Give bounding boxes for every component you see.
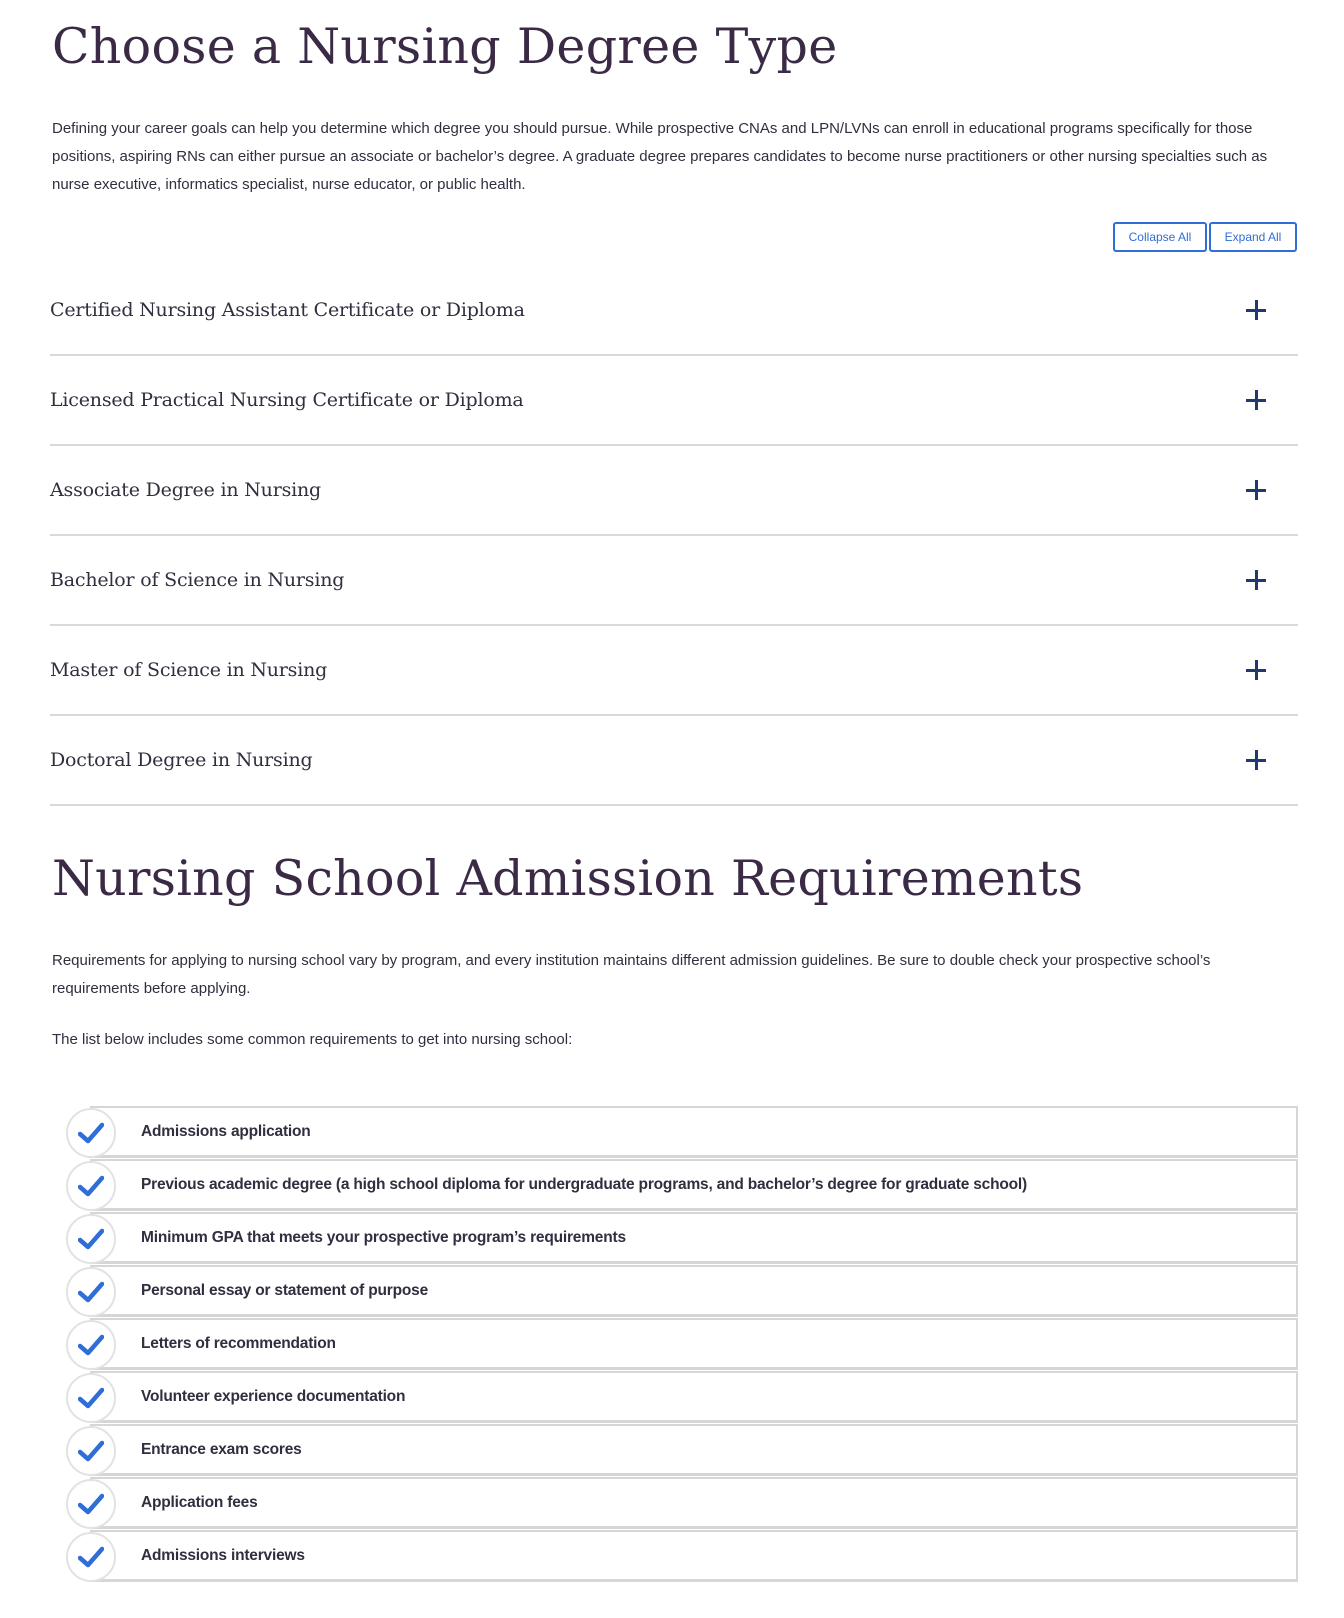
list-item (66, 1318, 1298, 1371)
checkmark-icon (66, 1426, 116, 1476)
list-item (66, 1424, 1298, 1477)
checkmark-icon (66, 1479, 116, 1529)
list-item-text: Personal essay or statement of purpose (141, 1282, 428, 1299)
requirements-list (66, 1106, 1298, 1583)
list-item-text: Entrance exam scores (141, 1441, 302, 1458)
accordion-item-label: Licensed Practical Nursing Certificate or Diploma (50, 389, 524, 411)
accordion-item-cna[interactable] (50, 266, 1298, 356)
checkmark-icon (66, 1532, 116, 1582)
accordion-item-doctoral[interactable] (50, 716, 1298, 806)
plus-icon[interactable] (1246, 300, 1266, 320)
accordion-item-bsn[interactable] (50, 536, 1298, 626)
checkmark-icon (66, 1320, 116, 1370)
checkmark-icon (66, 1214, 116, 1264)
plus-icon[interactable] (1246, 390, 1266, 410)
requirements-paragraph: Requirements for applying to nursing school vary by program, and every institution maintains different admission guidelines. Be sure to double check your prospective school’s requirements before applying. (52, 952, 1211, 997)
list-item-text: Admissions interviews (141, 1547, 305, 1564)
accordion-item-label: Associate Degree in Nursing (50, 479, 321, 501)
accordion-item-lpn[interactable] (50, 356, 1298, 446)
collapse-all-button[interactable]: Collapse All (1113, 222, 1207, 252)
list-item (66, 1530, 1298, 1583)
accordion-item-adn[interactable] (50, 446, 1298, 536)
accordion-item-label: Bachelor of Science in Nursing (50, 569, 345, 591)
list-item-text: Volunteer experience documentation (141, 1388, 406, 1405)
accordion-item-label: Doctoral Degree in Nursing (50, 749, 313, 771)
plus-icon[interactable] (1246, 750, 1266, 770)
list-item-text: Application fees (141, 1494, 258, 1511)
list-item-text: Letters of recommendation (141, 1335, 336, 1352)
list-item-text: Admissions application (141, 1123, 311, 1140)
section-title: Nursing School Admission Requirements (52, 850, 1084, 907)
intro-paragraph: Defining your career goals can help you determine which degree you should pursue. While prospective CNAs and LPN/LVNs can enroll in educational programs specifically for those positions, aspiring RNs can either pursue an associate or bachelor’s degree. A graduate degree prepares candidates to become nurse practitioners or other nursing specialties such as nurse executive, informatics specialist, nurse educator, or public health. (52, 120, 1268, 193)
list-item (66, 1371, 1298, 1424)
list-item (66, 1159, 1298, 1212)
degree-accordion (50, 266, 1298, 806)
list-intro: The list below includes some common requirements to get into nursing school: (52, 1031, 573, 1048)
expand-all-button[interactable]: Expand All (1209, 222, 1297, 252)
list-item (66, 1106, 1298, 1159)
list-item-box (90, 1477, 1298, 1529)
checkmark-icon (66, 1161, 116, 1211)
accordion-item-label: Certified Nursing Assistant Certificate or Diploma (50, 299, 525, 321)
page-title: Choose a Nursing Degree Type (52, 18, 838, 75)
checkmark-icon (66, 1267, 116, 1317)
plus-icon[interactable] (1246, 480, 1266, 500)
checkmark-icon (66, 1108, 116, 1158)
list-item (66, 1477, 1298, 1530)
accordion-item-msn[interactable] (50, 626, 1298, 716)
list-item (66, 1212, 1298, 1265)
list-item-text: Previous academic degree (a high school diploma for undergraduate programs, and bachelor’s degree for graduate school) (141, 1176, 1027, 1193)
accordion-item-label: Master of Science in Nursing (50, 659, 328, 681)
list-item-text: Minimum GPA that meets your prospective program’s requirements (141, 1229, 626, 1246)
checkmark-icon (66, 1373, 116, 1423)
plus-icon[interactable] (1246, 660, 1266, 680)
plus-icon[interactable] (1246, 570, 1266, 590)
list-item (66, 1265, 1298, 1318)
